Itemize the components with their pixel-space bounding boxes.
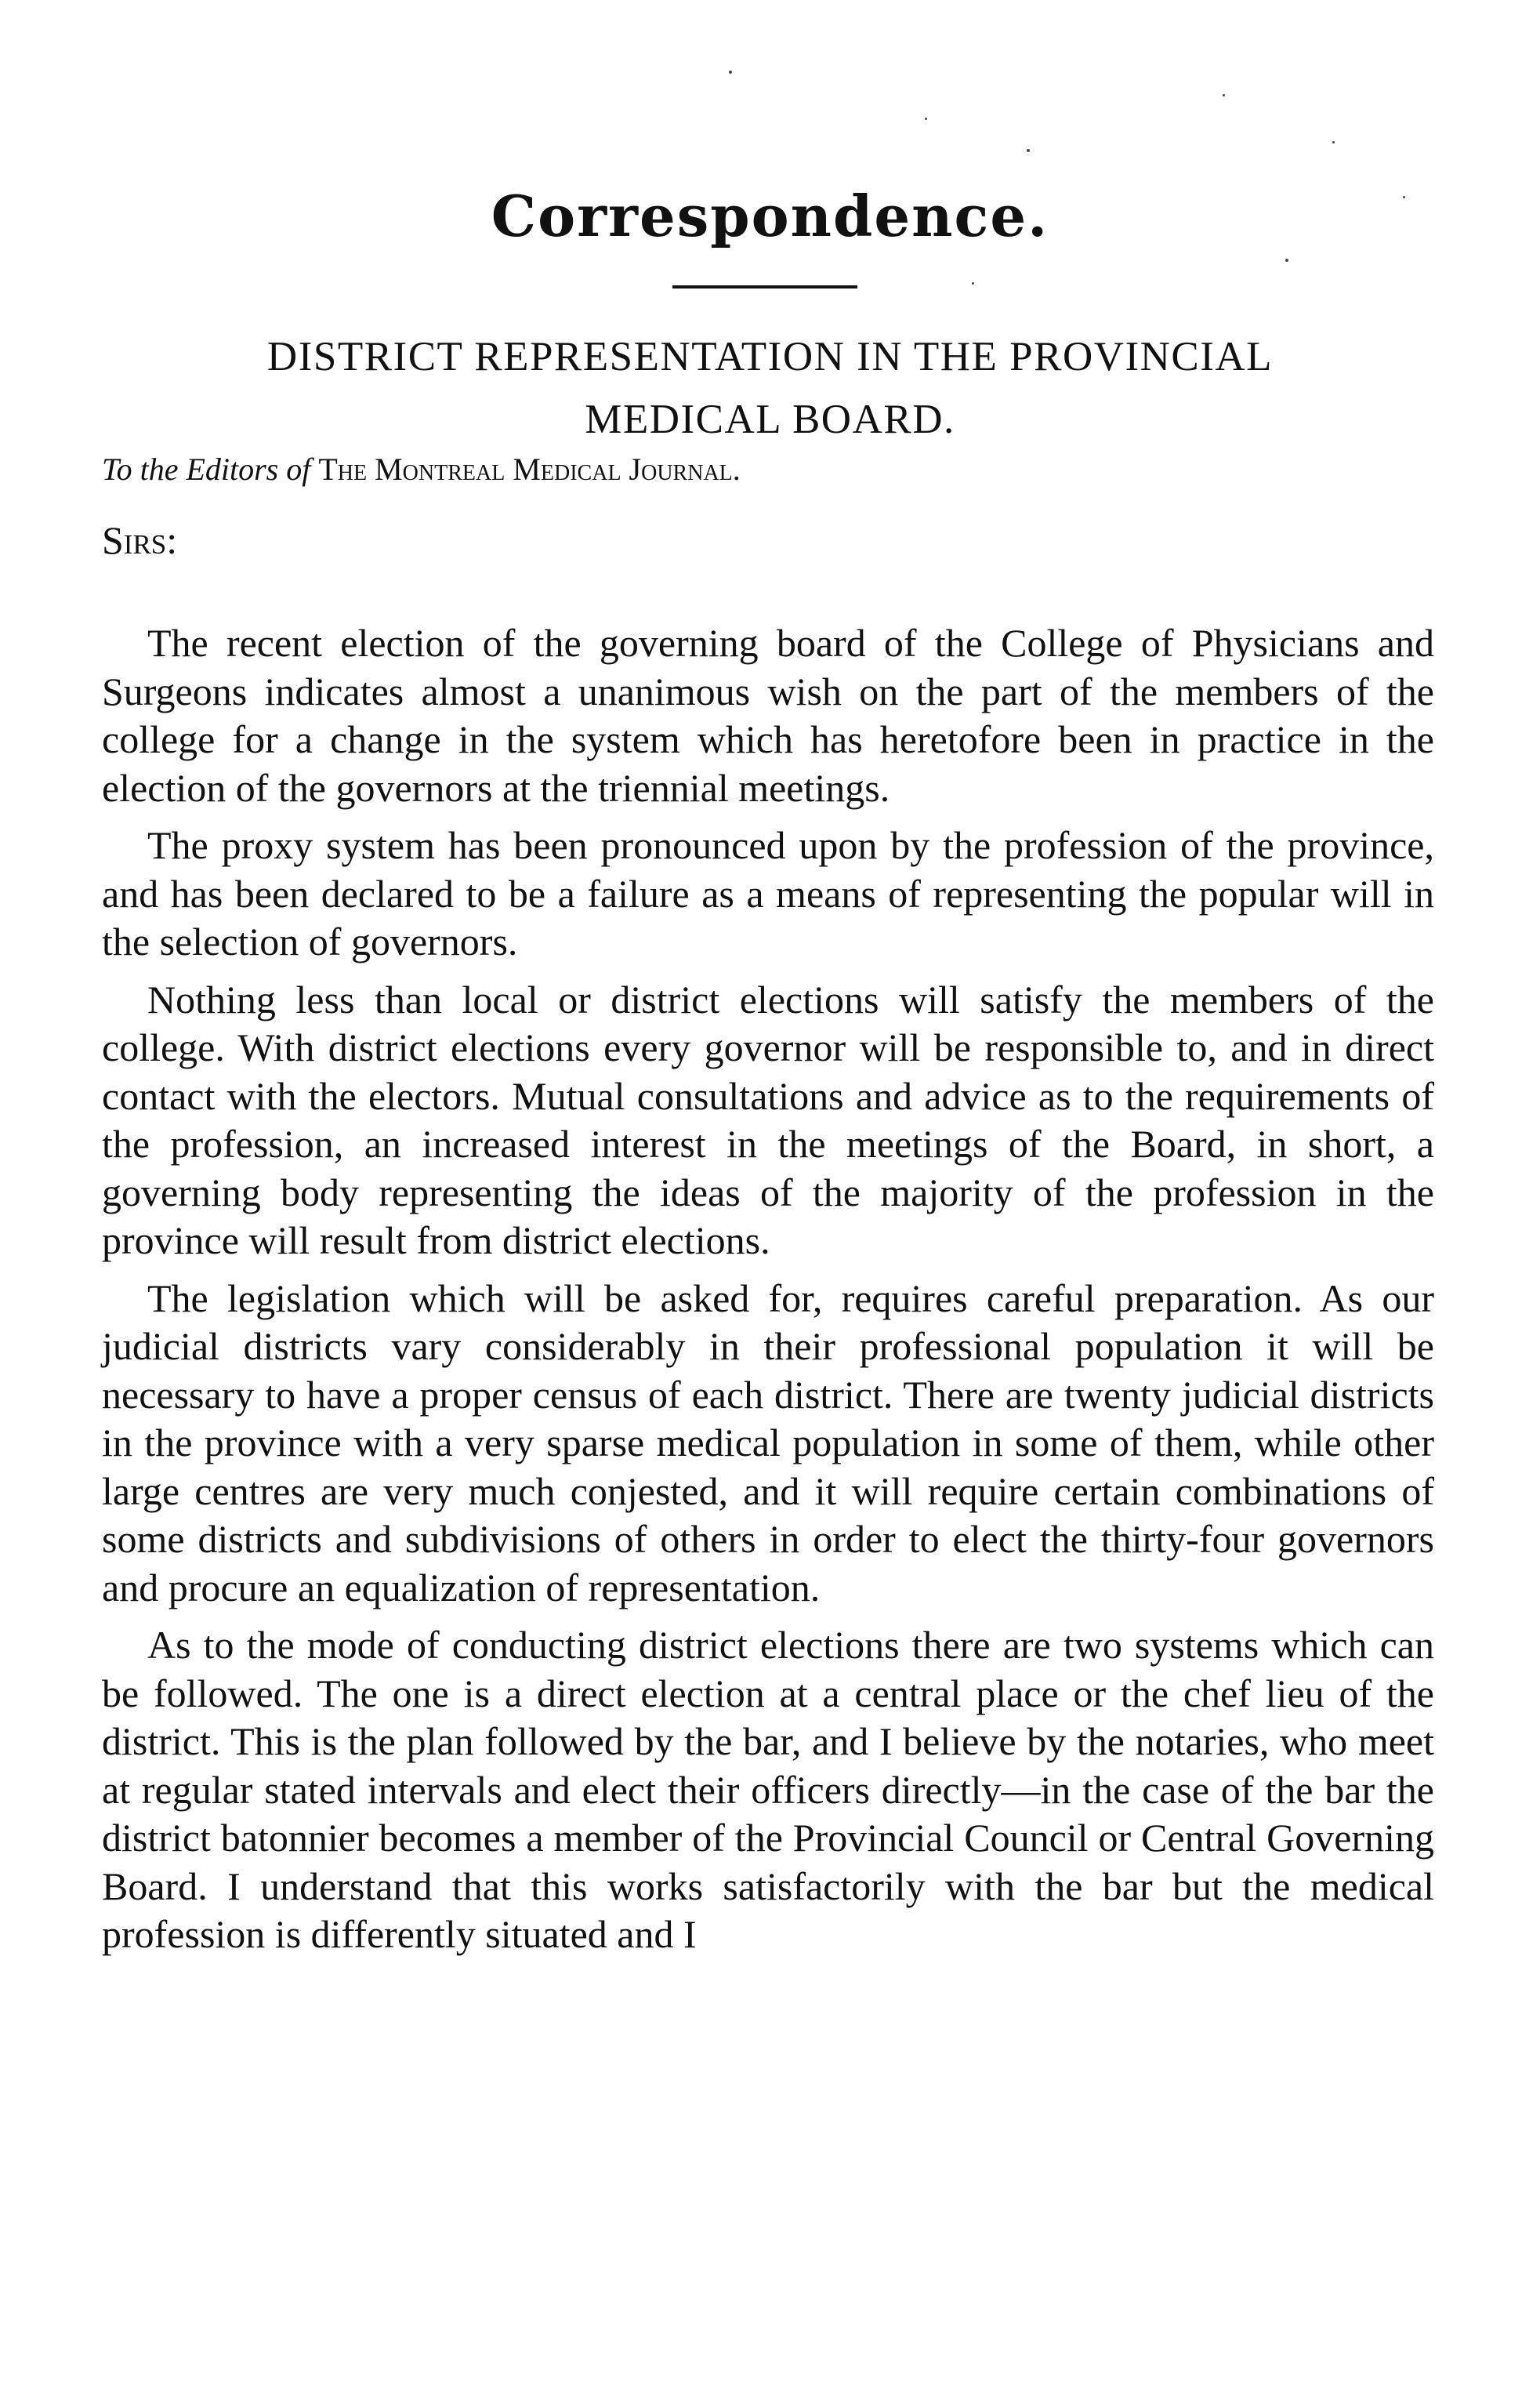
- scan-speck: [1332, 141, 1335, 143]
- scan-speck: [925, 118, 927, 120]
- heading-rule: [672, 285, 857, 288]
- article-title-line-2: MEDICAL BOARD.: [585, 397, 955, 442]
- salutation: Sirs:: [102, 518, 178, 562]
- paragraph-1: The recent election of the governing board of the College of Physicians and Surgeons indicates almost a unanimous wish on the part of the members of the college for a change in the system which has heretofore been in practice in the election of the governors at the triennial meetings.: [102, 621, 1434, 810]
- paragraph-2: The proxy system has been pronounced upon by the profession of the province, and has been declared to be a failure as a means of representing the popular will in the selection of governors.: [102, 823, 1434, 963]
- section-heading: Correspondence.: [491, 183, 1049, 249]
- scan-speck: [1285, 259, 1288, 262]
- article-title-line-1: DISTRICT REPRESENTATION IN THE PROVINCIAL: [266, 334, 1274, 379]
- scan-speck: [729, 71, 732, 74]
- scan-speck: [1403, 196, 1405, 198]
- letter-body: [102, 619, 1434, 1959]
- paragraph-4: The legislation which will be asked for, requires careful preparation. As our judicial districts vary considerably in their professional population it will be necessary to have a proper census of each district. There are twenty judicial districts in the province with a very sparse medical population in some of them, while other large centres are very much conjested, and it will require certain combinations of some districts and subdivisions of others in order to elect the thirty-four governors and procure an equalization of representation.: [102, 1276, 1434, 1609]
- journal-name: The Montreal Medical Journal.: [318, 452, 741, 487]
- scan-speck: [1223, 94, 1225, 96]
- paragraph-5: As to the mode of conducting district elections there are two systems which can be followed. The one is a direct election at a central place or the chef lieu of the district. This is the plan followed by the bar, and I believe by the notaries, who meet at regular stated intervals and elect their officers directly—in the case of the bar the district batonnier becomes a member of the Provincial Council or Central Governing Board. I understand that this works satisfactorily with the bar but the medical profession is differently situated and I: [102, 1623, 1434, 1956]
- scan-speck: [1027, 149, 1030, 152]
- paragraph-3: Nothing less than local or district elections will satisfy the members of the college. With district elections every governor will be responsible to, and in direct contact with the electors. Mutual consultations and advice as to the requirements of the profession, an increased interest in the meetings of the Board, in short, a governing body representing the ideas of the majority of the profession in the province will result from district elections.: [102, 977, 1434, 1262]
- address-prefix: To the Editors of: [102, 452, 311, 487]
- article-title: [118, 325, 1422, 451]
- scan-speck: [972, 282, 974, 285]
- editor-address: [102, 451, 741, 488]
